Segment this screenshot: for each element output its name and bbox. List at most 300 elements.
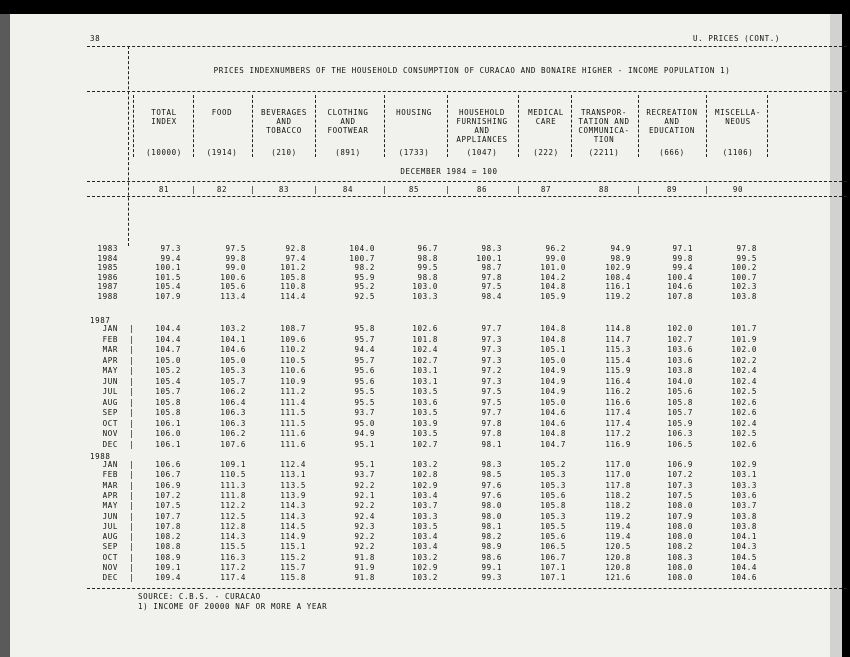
index-value: 111.6 <box>280 439 306 449</box>
index-value: 112.2 <box>220 501 246 511</box>
index-value: 104.0 <box>667 376 693 386</box>
stub-bar: | <box>129 511 134 521</box>
index-value: 119.2 <box>605 292 631 301</box>
running-head: U. PRICES (CONT.) <box>693 34 780 43</box>
index-value: 110.5 <box>220 470 246 480</box>
index-value: 103.2 <box>412 573 438 583</box>
index-value: 103.7 <box>731 501 757 511</box>
index-value: 104.7 <box>540 439 566 449</box>
index-value: 104.4 <box>731 563 757 572</box>
index-value: 97.7 <box>481 408 502 417</box>
index-value: 108.3 <box>667 552 693 562</box>
stub-bar: | <box>129 470 134 480</box>
index-value: 105.2 <box>155 366 181 375</box>
index-value: 107.8 <box>667 292 693 301</box>
index-value: 102.8 <box>412 470 438 480</box>
index-value: 108.2 <box>667 542 693 552</box>
index-value: 99.3 <box>481 573 502 583</box>
index-value: 108.0 <box>667 563 693 572</box>
index-value: 115.9 <box>605 366 631 375</box>
column-weight: (222) <box>533 148 559 157</box>
index-value: 110.9 <box>280 376 306 386</box>
index-value: 103.5 <box>412 408 438 417</box>
code-separator: | <box>516 185 521 194</box>
row-label: APR <box>102 490 118 500</box>
index-value: 102.7 <box>412 355 438 365</box>
index-value: 105.8 <box>155 408 181 417</box>
index-value: 111.4 <box>280 397 306 407</box>
stub-bar: | <box>129 429 134 438</box>
index-value: 116.6 <box>605 397 631 407</box>
table-rule <box>87 196 847 197</box>
index-value: 104.8 <box>540 334 566 344</box>
row-label: 1988 <box>97 292 118 301</box>
index-value: 108.0 <box>667 501 693 511</box>
index-value: 106.1 <box>155 418 181 428</box>
index-value: 105.4 <box>155 376 181 386</box>
row-label: OCT <box>102 418 118 428</box>
index-value: 103.5 <box>412 387 438 396</box>
index-value: 117.0 <box>605 460 631 469</box>
index-value: 97.5 <box>481 282 502 292</box>
index-value: 97.7 <box>481 324 502 333</box>
stub-bar: | <box>129 439 134 449</box>
column-code: 90 <box>732 185 744 194</box>
index-value: 106.0 <box>155 429 181 438</box>
index-value: 103.8 <box>731 292 757 301</box>
index-value: 97.5 <box>481 397 502 407</box>
index-value: 111.3 <box>220 480 246 490</box>
column-header-label: FOOD <box>211 108 233 117</box>
index-value: 115.2 <box>280 552 306 562</box>
index-value: 108.8 <box>155 542 181 552</box>
column-weight: (1914) <box>206 148 238 157</box>
index-value: 98.5 <box>481 470 502 480</box>
index-value: 106.3 <box>220 408 246 417</box>
index-value: 97.6 <box>481 480 502 490</box>
index-value: 111.8 <box>220 490 246 500</box>
index-value: 95.6 <box>354 366 375 375</box>
index-value: 102.6 <box>731 408 757 417</box>
index-value: 109.1 <box>155 563 181 572</box>
row-label: APR <box>102 355 118 365</box>
index-value: 103.9 <box>412 418 438 428</box>
index-value: 94.9 <box>354 429 375 438</box>
index-value: 111.5 <box>280 408 306 417</box>
row-label: AUG <box>102 397 118 407</box>
index-value: 118.2 <box>605 490 631 500</box>
index-value: 97.8 <box>481 418 502 428</box>
stub-bar: | <box>129 480 134 490</box>
index-value: 104.6 <box>731 573 757 583</box>
index-value: 98.0 <box>481 511 502 521</box>
index-value: 108.2 <box>155 532 181 542</box>
index-value: 113.9 <box>280 490 306 500</box>
index-value: 116.4 <box>605 376 631 386</box>
index-value: 99.0 <box>545 253 566 263</box>
column-header-label: MEDICAL CARE <box>528 108 564 126</box>
index-value: 97.8 <box>481 429 502 438</box>
stub-bar: | <box>129 387 134 396</box>
index-value: 98.9 <box>481 542 502 552</box>
index-value: 105.9 <box>667 418 693 428</box>
index-value: 103.4 <box>412 542 438 552</box>
column-weight: (1106) <box>722 148 754 157</box>
index-value: 99.4 <box>672 263 693 273</box>
index-value: 103.6 <box>667 345 693 354</box>
index-value: 108.4 <box>605 272 631 282</box>
index-value: 95.0 <box>354 418 375 428</box>
index-value: 107.5 <box>667 490 693 500</box>
index-value: 100.2 <box>731 263 757 273</box>
column-header-label: HOUSEHOLD FURNISHING AND APPLIANCES <box>456 108 508 144</box>
index-value: 103.8 <box>731 521 757 531</box>
index-value: 105.6 <box>540 532 566 542</box>
index-value: 95.8 <box>354 324 375 333</box>
index-value: 104.5 <box>731 552 757 562</box>
header-col-rule <box>252 95 253 157</box>
header-col-rule <box>447 95 448 157</box>
index-value: 97.4 <box>285 253 306 263</box>
code-separator: | <box>636 185 641 194</box>
index-value: 93.7 <box>354 408 375 417</box>
index-value: 104.8 <box>540 282 566 292</box>
row-label: AUG <box>102 532 118 542</box>
index-value: 100.7 <box>731 272 757 282</box>
index-value: 121.6 <box>605 573 631 583</box>
index-value: 104.8 <box>540 429 566 438</box>
index-value: 104.1 <box>220 334 246 344</box>
column-weight: (10000) <box>146 148 182 157</box>
row-label: MAR <box>102 480 118 490</box>
index-value: 99.8 <box>225 253 246 263</box>
stub-bar: | <box>129 490 134 500</box>
header-col-rule <box>518 95 519 157</box>
index-value: 105.7 <box>220 376 246 386</box>
index-value: 105.0 <box>155 355 181 365</box>
column-code: 83 <box>278 185 290 194</box>
index-value: 119.4 <box>605 532 631 542</box>
index-value: 101.5 <box>155 272 181 282</box>
index-value: 102.7 <box>412 439 438 449</box>
index-value: 97.3 <box>160 244 181 253</box>
index-value: 117.4 <box>605 408 631 417</box>
index-value: 99.8 <box>672 253 693 263</box>
index-value: 102.0 <box>667 324 693 333</box>
index-value: 103.1 <box>412 376 438 386</box>
index-value: 106.7 <box>155 470 181 480</box>
column-header-label: TOTAL INDEX <box>151 108 177 126</box>
index-value: 114.9 <box>280 532 306 542</box>
index-value: 104.3 <box>731 542 757 552</box>
index-value: 104.6 <box>540 418 566 428</box>
header-col-rule <box>193 95 194 157</box>
index-value: 114.3 <box>280 511 306 521</box>
index-value: 97.8 <box>481 272 502 282</box>
index-value: 115.5 <box>220 542 246 552</box>
index-value: 97.3 <box>481 376 502 386</box>
index-value: 97.1 <box>672 244 693 253</box>
index-value: 98.2 <box>481 532 502 542</box>
index-value: 115.1 <box>280 542 306 552</box>
row-label: MAY <box>102 366 118 375</box>
index-value: 99.4 <box>160 253 181 263</box>
index-value: 113.5 <box>280 480 306 490</box>
index-value: 106.9 <box>667 460 693 469</box>
index-value: 103.5 <box>412 521 438 531</box>
index-value: 106.3 <box>220 418 246 428</box>
index-value: 98.8 <box>417 272 438 282</box>
index-value: 100.1 <box>155 263 181 273</box>
index-value: 105.8 <box>155 397 181 407</box>
index-value: 107.1 <box>540 573 566 583</box>
row-label: DEC <box>102 439 118 449</box>
index-value: 99.0 <box>225 263 246 273</box>
index-value: 104.6 <box>220 345 246 354</box>
index-value: 102.9 <box>412 563 438 572</box>
index-value: 117.4 <box>605 418 631 428</box>
index-value: 110.8 <box>280 282 306 292</box>
code-separator: | <box>250 185 255 194</box>
row-label: 1984 <box>97 253 118 263</box>
index-value: 95.9 <box>354 272 375 282</box>
index-value: 92.8 <box>285 244 306 253</box>
index-value: 97.3 <box>481 334 502 344</box>
index-value: 99.5 <box>417 263 438 273</box>
index-value: 102.0 <box>731 345 757 354</box>
index-value: 120.8 <box>605 563 631 572</box>
row-label: JUN <box>102 511 118 521</box>
index-value: 105.7 <box>155 387 181 396</box>
index-value: 102.5 <box>731 387 757 396</box>
index-value: 116.1 <box>605 282 631 292</box>
index-value: 101.7 <box>731 324 757 333</box>
stub-bar: | <box>129 573 134 583</box>
index-value: 106.5 <box>667 439 693 449</box>
index-value: 103.1 <box>731 470 757 480</box>
row-label: 1986 <box>97 272 118 282</box>
stub-bar: | <box>129 355 134 365</box>
index-value: 106.5 <box>540 542 566 552</box>
row-label: JUL <box>102 387 118 396</box>
index-value: 105.3 <box>540 470 566 480</box>
column-code: 84 <box>342 185 354 194</box>
code-separator: | <box>445 185 450 194</box>
index-value: 110.2 <box>280 345 306 354</box>
index-value: 119.2 <box>605 511 631 521</box>
index-value: 116.3 <box>220 552 246 562</box>
index-value: 104.0 <box>349 244 375 253</box>
index-value: 107.8 <box>155 521 181 531</box>
index-value: 103.7 <box>412 501 438 511</box>
page-number: 38 <box>90 34 101 43</box>
table-title: PRICES INDEXNUMBERS OF THE HOUSEHOLD CONSUMPTION OF CURACAO AND BONAIRE HIGHER - INCOME POPULATION 1) <box>213 66 731 75</box>
index-value: 92.3 <box>354 521 375 531</box>
index-value: 107.1 <box>540 563 566 572</box>
year-heading: 1987 <box>90 316 111 325</box>
index-value: 92.2 <box>354 532 375 542</box>
index-value: 105.3 <box>220 366 246 375</box>
index-value: 94.9 <box>610 244 631 253</box>
index-value: 114.7 <box>605 334 631 344</box>
index-value: 117.2 <box>605 429 631 438</box>
row-label: 1983 <box>97 244 118 253</box>
index-value: 107.3 <box>667 480 693 490</box>
row-label: NOV <box>102 563 118 572</box>
index-value: 92.4 <box>354 511 375 521</box>
index-value: 103.1 <box>412 366 438 375</box>
index-value: 105.0 <box>540 355 566 365</box>
column-code: 87 <box>540 185 552 194</box>
index-value: 107.9 <box>667 511 693 521</box>
index-value: 102.4 <box>731 418 757 428</box>
header-col-rule <box>571 95 572 157</box>
index-value: 108.9 <box>155 552 181 562</box>
index-value: 118.2 <box>605 501 631 511</box>
index-value: 94.4 <box>354 345 375 354</box>
code-separator: | <box>382 185 387 194</box>
index-value: 112.5 <box>220 511 246 521</box>
base-period: DECEMBER 1984 = 100 <box>400 167 498 176</box>
stub-bar: | <box>129 397 134 407</box>
index-value: 103.3 <box>731 480 757 490</box>
index-value: 103.2 <box>412 552 438 562</box>
index-value: 105.1 <box>540 345 566 354</box>
index-value: 103.5 <box>412 429 438 438</box>
index-value: 97.8 <box>736 244 757 253</box>
index-value: 103.3 <box>412 292 438 301</box>
index-value: 115.7 <box>280 563 306 572</box>
index-value: 93.7 <box>354 470 375 480</box>
index-value: 105.5 <box>540 521 566 531</box>
row-label: JUL <box>102 521 118 531</box>
index-value: 97.3 <box>481 355 502 365</box>
stub-bar: | <box>129 552 134 562</box>
index-value: 112.8 <box>220 521 246 531</box>
table-rule <box>87 181 847 182</box>
index-value: 105.3 <box>540 511 566 521</box>
index-value: 104.9 <box>540 387 566 396</box>
index-value: 109.6 <box>280 334 306 344</box>
index-value: 103.2 <box>220 324 246 333</box>
row-label: 1987 <box>97 282 118 292</box>
index-value: 105.0 <box>220 355 246 365</box>
index-value: 95.5 <box>354 387 375 396</box>
index-value: 105.3 <box>540 480 566 490</box>
footnote-1: 1) INCOME OF 20000 NAF OR MORE A YEAR <box>138 602 328 611</box>
table-rule <box>87 588 847 589</box>
index-value: 114.4 <box>280 292 306 301</box>
index-value: 104.4 <box>155 324 181 333</box>
index-value: 111.5 <box>280 418 306 428</box>
index-value: 92.1 <box>354 490 375 500</box>
index-value: 104.6 <box>667 282 693 292</box>
column-weight: (1733) <box>398 148 430 157</box>
header-col-rule <box>315 95 316 157</box>
index-value: 91.8 <box>354 552 375 562</box>
index-value: 102.4 <box>731 366 757 375</box>
index-value: 95.5 <box>354 397 375 407</box>
index-value: 110.5 <box>280 355 306 365</box>
index-value: 99.1 <box>481 563 502 572</box>
index-value: 107.7 <box>155 511 181 521</box>
index-value: 117.2 <box>220 563 246 572</box>
index-value: 105.6 <box>540 490 566 500</box>
index-value: 101.0 <box>540 263 566 273</box>
code-separator: | <box>313 185 318 194</box>
column-weight: (1047) <box>466 148 498 157</box>
index-value: 103.8 <box>731 511 757 521</box>
index-value: 116.2 <box>605 387 631 396</box>
index-value: 114.5 <box>280 521 306 531</box>
column-code: 85 <box>408 185 420 194</box>
index-value: 98.7 <box>481 263 502 273</box>
header-col-rule <box>706 95 707 157</box>
index-value: 98.3 <box>481 460 502 469</box>
index-value: 91.8 <box>354 573 375 583</box>
index-value: 103.8 <box>667 366 693 375</box>
index-value: 108.0 <box>667 532 693 542</box>
index-value: 98.2 <box>354 263 375 273</box>
index-value: 96.2 <box>545 244 566 253</box>
index-value: 102.9 <box>412 480 438 490</box>
stub-bar: | <box>129 563 134 572</box>
index-value: 104.9 <box>540 376 566 386</box>
index-value: 113.4 <box>220 292 246 301</box>
index-value: 98.1 <box>481 439 502 449</box>
index-value: 107.9 <box>155 292 181 301</box>
row-label: SEP <box>102 408 118 417</box>
index-value: 97.3 <box>481 345 502 354</box>
table-rule <box>87 46 847 47</box>
index-value: 105.7 <box>667 408 693 417</box>
index-value: 115.8 <box>280 573 306 583</box>
index-value: 97.5 <box>225 244 246 253</box>
index-value: 114.3 <box>280 501 306 511</box>
index-value: 97.5 <box>481 387 502 396</box>
table-rule <box>87 91 847 92</box>
page-left-edge <box>0 14 10 657</box>
index-value: 108.0 <box>667 521 693 531</box>
index-value: 99.5 <box>736 253 757 263</box>
column-header-label: MISCELLA- NEOUS <box>714 108 762 126</box>
row-label: MAY <box>102 501 118 511</box>
index-value: 102.7 <box>667 334 693 344</box>
index-value: 108.7 <box>280 324 306 333</box>
row-label: NOV <box>102 429 118 438</box>
index-value: 107.5 <box>155 501 181 511</box>
index-value: 116.9 <box>605 439 631 449</box>
index-value: 103.3 <box>412 511 438 521</box>
code-separator: | <box>191 185 196 194</box>
index-value: 97.6 <box>481 490 502 500</box>
index-value: 105.6 <box>220 282 246 292</box>
column-code: 89 <box>666 185 678 194</box>
column-code: 82 <box>216 185 228 194</box>
index-value: 103.4 <box>412 490 438 500</box>
index-value: 97.2 <box>481 366 502 375</box>
index-value: 102.5 <box>731 429 757 438</box>
index-value: 95.6 <box>354 376 375 386</box>
header-col-rule <box>384 95 385 157</box>
index-value: 103.0 <box>412 282 438 292</box>
index-value: 104.4 <box>155 334 181 344</box>
index-value: 115.3 <box>605 345 631 354</box>
index-value: 105.0 <box>540 397 566 407</box>
index-value: 92.2 <box>354 542 375 552</box>
index-value: 96.7 <box>417 244 438 253</box>
column-code: 86 <box>476 185 488 194</box>
